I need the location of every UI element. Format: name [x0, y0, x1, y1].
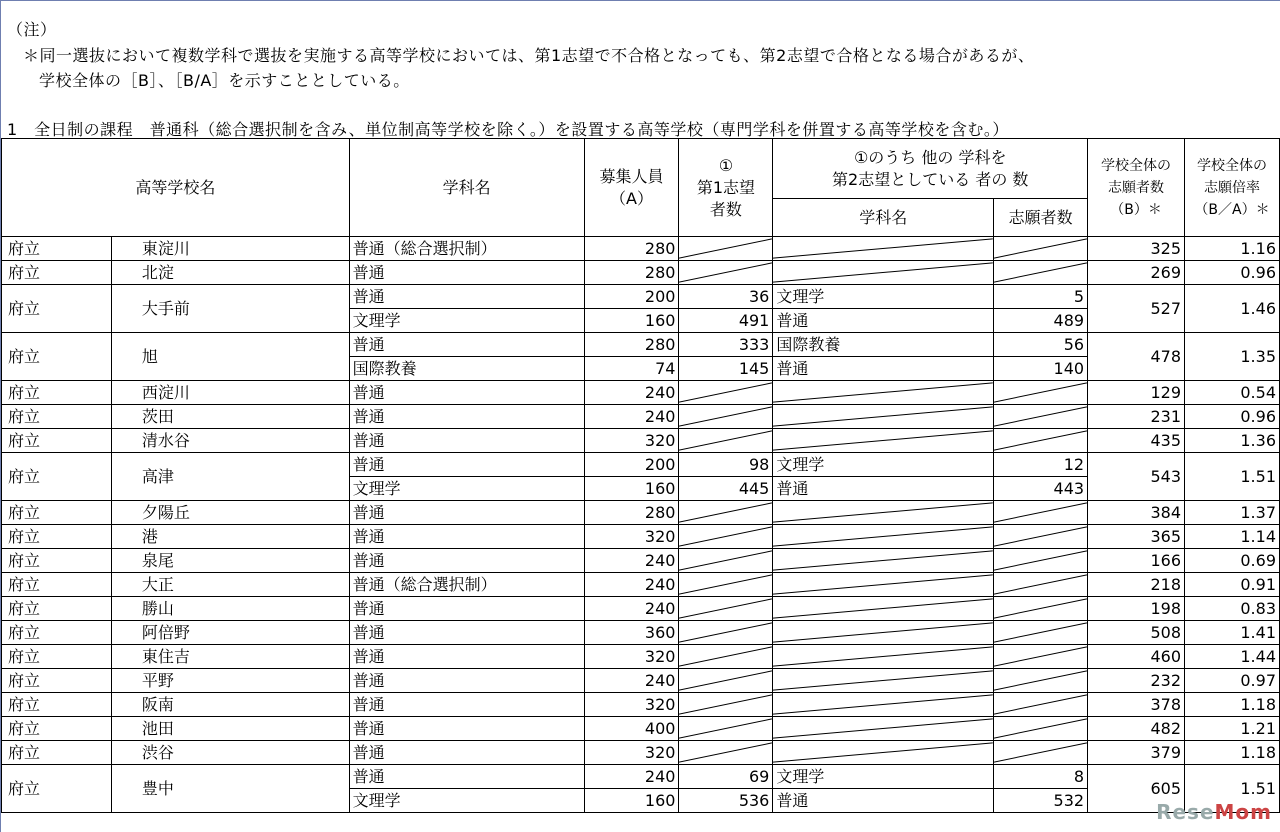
capacity-cell: 200: [584, 453, 679, 477]
ratio-cell: 1.35: [1185, 333, 1280, 381]
second-count-empty-cell: [994, 717, 1088, 741]
second-count-empty-cell: [994, 237, 1088, 261]
prefecture-cell: 府立: [2, 717, 112, 741]
table-row: [2, 261, 1280, 285]
dept-name-cell: 普通: [349, 669, 584, 693]
dept-name-cell: 普通（総合選択制）: [349, 573, 584, 597]
table-row: [2, 237, 1280, 261]
dept-name-cell: 普通: [349, 597, 584, 621]
total-applicants-cell: 460: [1088, 645, 1185, 669]
prefecture-cell: 府立: [2, 333, 112, 381]
second-count-empty-cell: [994, 597, 1088, 621]
school-name-cell: 茨田: [111, 405, 349, 429]
total-applicants-cell: 478: [1088, 333, 1185, 381]
second-count-cell: 5: [994, 285, 1088, 309]
second-dept-empty-cell: [773, 381, 994, 405]
table-row: [2, 501, 1280, 525]
total-applicants-cell: 232: [1088, 669, 1185, 693]
second-count-empty-cell: [994, 669, 1088, 693]
capacity-cell: 320: [584, 741, 679, 765]
first-choice-cell: 145: [679, 357, 773, 381]
capacity-cell: 320: [584, 645, 679, 669]
second-count-cell: 532: [994, 789, 1088, 813]
total-applicants-cell: 482: [1088, 717, 1185, 741]
second-count-cell: 140: [994, 357, 1088, 381]
total-applicants-cell: 379: [1088, 741, 1185, 765]
first-choice-cell: 491: [679, 309, 773, 333]
second-dept-cell: 文理学: [773, 453, 994, 477]
total-applicants-cell: 384: [1088, 501, 1185, 525]
first-choice-empty-cell: [679, 621, 773, 645]
capacity-cell: 240: [584, 549, 679, 573]
capacity-cell: 240: [584, 405, 679, 429]
first-choice-empty-cell: [679, 669, 773, 693]
dept-name-cell: 普通: [349, 501, 584, 525]
first-choice-empty-cell: [679, 429, 773, 453]
second-dept-empty-cell: [773, 573, 994, 597]
section-heading: 1 全日制の課程 普通科（総合選択制を含み、単位制高等学校を除く。）を設置する高等学校（専門学科を併置する高等学校を含む。）: [7, 120, 1009, 139]
school-name-cell: 平野: [111, 669, 349, 693]
capacity-cell: 280: [584, 237, 679, 261]
second-count-empty-cell: [994, 621, 1088, 645]
first-choice-cell: 445: [679, 477, 773, 501]
table-row: [2, 525, 1280, 549]
school-name-cell: 旭: [111, 333, 349, 381]
second-count-empty-cell: [994, 549, 1088, 573]
prefecture-cell: 府立: [2, 453, 112, 501]
table-row: [2, 765, 1280, 789]
table-row: [2, 549, 1280, 573]
second-count-empty-cell: [994, 645, 1088, 669]
second-dept-cell: 国際教養: [773, 333, 994, 357]
school-name-cell: 港: [111, 525, 349, 549]
dept-name-cell: 普通: [349, 693, 584, 717]
second-count-cell: 8: [994, 765, 1088, 789]
capacity-cell: 240: [584, 381, 679, 405]
second-dept-empty-cell: [773, 549, 994, 573]
prefecture-cell: 府立: [2, 645, 112, 669]
ratio-cell: 1.51: [1185, 453, 1280, 501]
ratio-cell: 1.44: [1185, 645, 1280, 669]
total-applicants-cell: 218: [1088, 573, 1185, 597]
second-dept-empty-cell: [773, 669, 994, 693]
prefecture-cell: 府立: [2, 237, 112, 261]
ratio-cell: 1.41: [1185, 621, 1280, 645]
dept-name-cell: 普通: [349, 405, 584, 429]
ratio-cell: 0.96: [1185, 405, 1280, 429]
ratio-cell: 0.83: [1185, 597, 1280, 621]
second-dept-empty-cell: [773, 429, 994, 453]
first-choice-empty-cell: [679, 237, 773, 261]
table-row: [2, 597, 1280, 621]
school-name-cell: 西淀川: [111, 381, 349, 405]
capacity-cell: 280: [584, 501, 679, 525]
second-count-empty-cell: [994, 261, 1088, 285]
capacity-cell: 280: [584, 333, 679, 357]
prefecture-cell: 府立: [2, 429, 112, 453]
dept-name-cell: 普通: [349, 261, 584, 285]
total-applicants-cell: 231: [1088, 405, 1185, 429]
second-count-cell: 56: [994, 333, 1088, 357]
school-name-cell: 高津: [111, 453, 349, 501]
ratio-cell: 1.18: [1185, 693, 1280, 717]
second-dept-empty-cell: [773, 405, 994, 429]
prefecture-cell: 府立: [2, 501, 112, 525]
dept-name-cell: 普通: [349, 765, 584, 789]
school-name-cell: 大手前: [111, 285, 349, 333]
total-applicants-cell: 269: [1088, 261, 1185, 285]
capacity-cell: 160: [584, 477, 679, 501]
dept-name-cell: 普通: [349, 333, 584, 357]
school-name-cell: 大正: [111, 573, 349, 597]
second-count-empty-cell: [994, 573, 1088, 597]
first-choice-cell: 333: [679, 333, 773, 357]
header-first-choice: ① 第1志望 者数: [679, 139, 773, 237]
table-row: [2, 621, 1280, 645]
second-count-cell: 12: [994, 453, 1088, 477]
total-applicants-cell: 378: [1088, 693, 1185, 717]
ratio-cell: 0.91: [1185, 573, 1280, 597]
school-name-cell: 勝山: [111, 597, 349, 621]
first-choice-empty-cell: [679, 501, 773, 525]
applicant-table: [1, 138, 1280, 813]
table-row: [2, 717, 1280, 741]
total-applicants-cell: 198: [1088, 597, 1185, 621]
capacity-cell: 200: [584, 285, 679, 309]
ratio-cell: 1.51: [1185, 765, 1280, 813]
second-dept-empty-cell: [773, 621, 994, 645]
dept-name-cell: 普通: [349, 549, 584, 573]
dept-name-cell: 普通: [349, 645, 584, 669]
first-choice-empty-cell: [679, 693, 773, 717]
second-count-cell: 489: [994, 309, 1088, 333]
dept-name-cell: 文理学: [349, 789, 584, 813]
ratio-cell: 1.21: [1185, 717, 1280, 741]
second-count-cell: 443: [994, 477, 1088, 501]
ratio-cell: 1.37: [1185, 501, 1280, 525]
capacity-cell: 280: [584, 261, 679, 285]
school-name-cell: 北淀: [111, 261, 349, 285]
watermark-logo: ReseMom: [1156, 800, 1272, 824]
prefecture-cell: 府立: [2, 285, 112, 333]
school-name-cell: 阪南: [111, 693, 349, 717]
school-name-cell: 清水谷: [111, 429, 349, 453]
second-dept-empty-cell: [773, 645, 994, 669]
header-second-choice-group: ①のうち 他の 学科を 第2志望としている 者の 数: [773, 139, 1088, 199]
prefecture-cell: 府立: [2, 741, 112, 765]
second-dept-cell: 文理学: [773, 765, 994, 789]
first-choice-cell: 98: [679, 453, 773, 477]
second-count-empty-cell: [994, 693, 1088, 717]
total-applicants-cell: 527: [1088, 285, 1185, 333]
first-choice-cell: 536: [679, 789, 773, 813]
total-applicants-cell: 435: [1088, 429, 1185, 453]
capacity-cell: 240: [584, 669, 679, 693]
dept-name-cell: 普通: [349, 429, 584, 453]
capacity-cell: 360: [584, 621, 679, 645]
capacity-cell: 400: [584, 717, 679, 741]
ratio-cell: 1.46: [1185, 285, 1280, 333]
first-choice-empty-cell: [679, 261, 773, 285]
dept-name-cell: 普通: [349, 381, 584, 405]
dept-name-cell: 普通: [349, 621, 584, 645]
total-applicants-cell: 605: [1088, 765, 1185, 813]
second-dept-cell: 普通: [773, 357, 994, 381]
dept-name-cell: 普通: [349, 285, 584, 309]
school-name-cell: 渋谷: [111, 741, 349, 765]
dept-name-cell: 普通: [349, 525, 584, 549]
capacity-cell: 160: [584, 309, 679, 333]
capacity-cell: 320: [584, 693, 679, 717]
prefecture-cell: 府立: [2, 693, 112, 717]
first-choice-cell: 69: [679, 765, 773, 789]
note-line-1: ＊同一選抜において複数学科で選抜を実施する高等学校においては、第1志望で不合格となっても、第2志望で合格となる場合があるが、: [23, 46, 1035, 65]
table-row: [2, 693, 1280, 717]
ratio-cell: 1.16: [1185, 237, 1280, 261]
school-name-cell: 阿倍野: [111, 621, 349, 645]
prefecture-cell: 府立: [2, 381, 112, 405]
second-dept-cell: 普通: [773, 309, 994, 333]
dept-name-cell: 普通: [349, 741, 584, 765]
total-applicants-cell: 543: [1088, 453, 1185, 501]
prefecture-cell: 府立: [2, 405, 112, 429]
header-ratio: 学校全体の 志願倍率 （B／A）＊: [1185, 139, 1280, 237]
capacity-cell: 74: [584, 357, 679, 381]
ratio-cell: 0.69: [1185, 549, 1280, 573]
school-name-cell: 東住吉: [111, 645, 349, 669]
school-name-cell: 夕陽丘: [111, 501, 349, 525]
ratio-cell: 1.36: [1185, 429, 1280, 453]
first-choice-empty-cell: [679, 573, 773, 597]
first-choice-empty-cell: [679, 405, 773, 429]
ratio-cell: 1.18: [1185, 741, 1280, 765]
dept-name-cell: 文理学: [349, 309, 584, 333]
header-dept: 学科名: [349, 139, 584, 237]
table-row: [2, 645, 1280, 669]
prefecture-cell: 府立: [2, 669, 112, 693]
capacity-cell: 240: [584, 765, 679, 789]
second-count-empty-cell: [994, 381, 1088, 405]
prefecture-cell: 府立: [2, 261, 112, 285]
capacity-cell: 240: [584, 573, 679, 597]
first-choice-empty-cell: [679, 597, 773, 621]
second-dept-empty-cell: [773, 501, 994, 525]
table-row: [2, 669, 1280, 693]
capacity-cell: 320: [584, 429, 679, 453]
second-count-empty-cell: [994, 501, 1088, 525]
first-choice-empty-cell: [679, 381, 773, 405]
total-applicants-cell: 365: [1088, 525, 1185, 549]
second-dept-empty-cell: [773, 261, 994, 285]
ratio-cell: 0.54: [1185, 381, 1280, 405]
capacity-cell: 320: [584, 525, 679, 549]
dept-name-cell: 普通: [349, 453, 584, 477]
table-row: [2, 429, 1280, 453]
total-applicants-cell: 325: [1088, 237, 1185, 261]
ratio-cell: 0.96: [1185, 261, 1280, 285]
table-row: [2, 381, 1280, 405]
second-count-empty-cell: [994, 405, 1088, 429]
table-row: [2, 333, 1280, 357]
second-dept-empty-cell: [773, 525, 994, 549]
second-dept-empty-cell: [773, 717, 994, 741]
first-choice-empty-cell: [679, 717, 773, 741]
second-count-empty-cell: [994, 525, 1088, 549]
second-dept-empty-cell: [773, 741, 994, 765]
prefecture-cell: 府立: [2, 765, 112, 813]
first-choice-empty-cell: [679, 741, 773, 765]
second-count-empty-cell: [994, 741, 1088, 765]
first-choice-cell: 36: [679, 285, 773, 309]
total-applicants-cell: 166: [1088, 549, 1185, 573]
prefecture-cell: 府立: [2, 549, 112, 573]
ratio-cell: 0.97: [1185, 669, 1280, 693]
second-count-empty-cell: [994, 429, 1088, 453]
table-row: [2, 453, 1280, 477]
capacity-cell: 160: [584, 789, 679, 813]
header-capacity: 募集人員 （A）: [584, 139, 679, 237]
second-dept-cell: 普通: [773, 789, 994, 813]
prefecture-cell: 府立: [2, 597, 112, 621]
dept-name-cell: 普通: [349, 717, 584, 741]
school-name-cell: 池田: [111, 717, 349, 741]
total-applicants-cell: 508: [1088, 621, 1185, 645]
table-row: [2, 285, 1280, 309]
table-row: [2, 405, 1280, 429]
table-row: [2, 573, 1280, 597]
header-total-applicants: 学校全体の 志願者数 （B）＊: [1088, 139, 1185, 237]
second-dept-cell: 普通: [773, 477, 994, 501]
prefecture-cell: 府立: [2, 573, 112, 597]
school-name-cell: 豊中: [111, 765, 349, 813]
second-dept-empty-cell: [773, 597, 994, 621]
second-dept-empty-cell: [773, 237, 994, 261]
first-choice-empty-cell: [679, 549, 773, 573]
total-applicants-cell: 129: [1088, 381, 1185, 405]
dept-name-cell: 文理学: [349, 477, 584, 501]
table-row: [2, 741, 1280, 765]
header-second-count: 志願者数: [994, 199, 1088, 237]
note-line-2: 学校全体の［B］、［B/A］を示すこととしている。: [39, 71, 410, 90]
note-marker: （注）: [7, 20, 57, 39]
dept-name-cell: 普通（総合選択制）: [349, 237, 584, 261]
first-choice-empty-cell: [679, 525, 773, 549]
school-name-cell: 東淀川: [111, 237, 349, 261]
capacity-cell: 240: [584, 597, 679, 621]
header-second-dept: 学科名: [773, 199, 994, 237]
prefecture-cell: 府立: [2, 525, 112, 549]
header-school: 高等学校名: [2, 139, 350, 237]
ratio-cell: 1.14: [1185, 525, 1280, 549]
second-dept-empty-cell: [773, 693, 994, 717]
prefecture-cell: 府立: [2, 621, 112, 645]
first-choice-empty-cell: [679, 645, 773, 669]
dept-name-cell: 国際教養: [349, 357, 584, 381]
school-name-cell: 泉尾: [111, 549, 349, 573]
second-dept-cell: 文理学: [773, 285, 994, 309]
